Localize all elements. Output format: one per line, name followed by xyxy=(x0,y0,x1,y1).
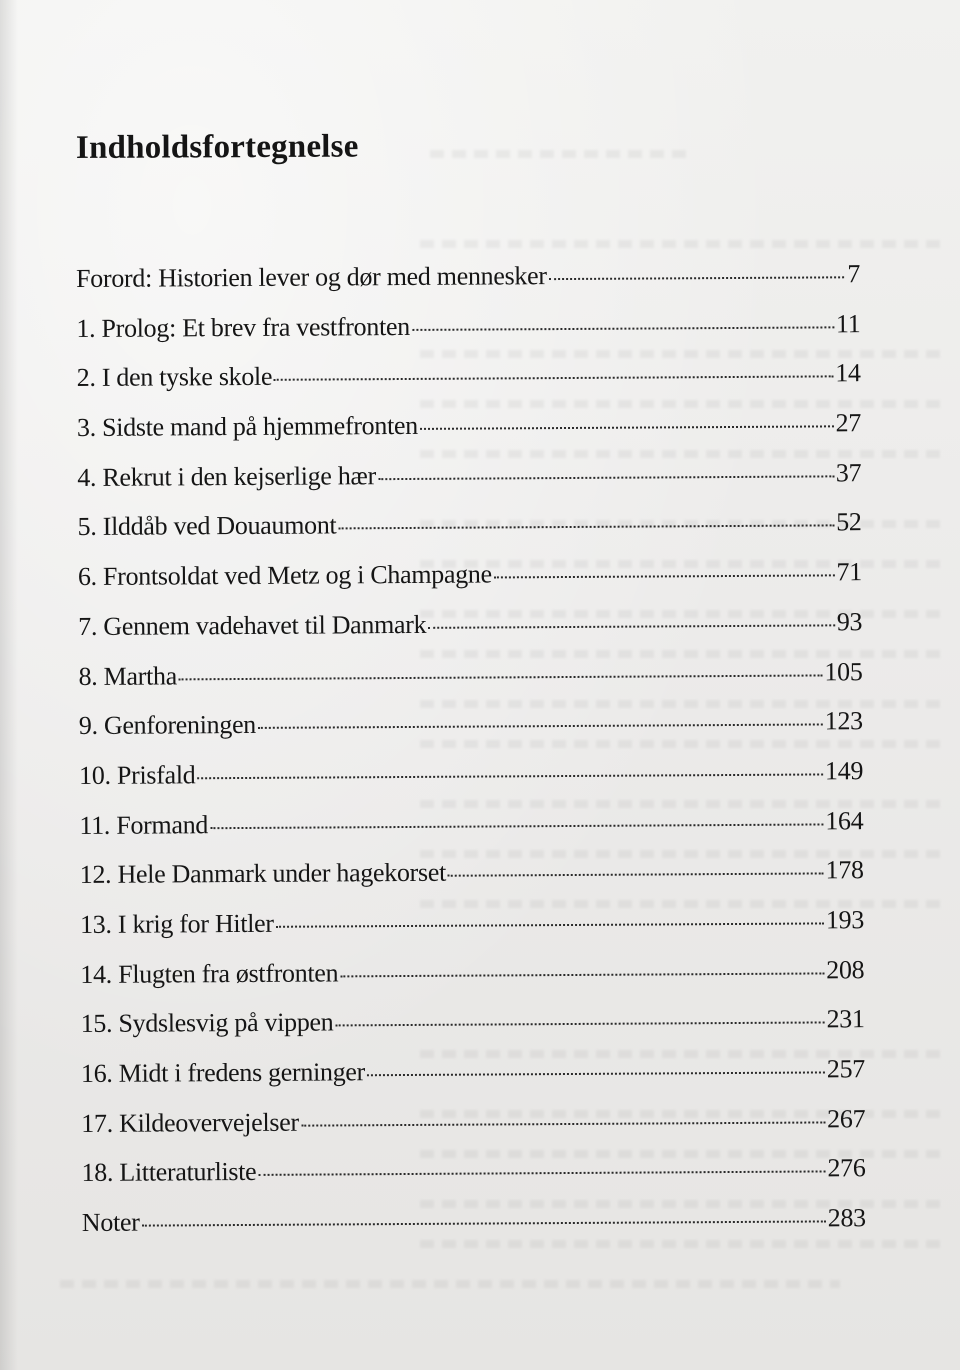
toc-entry-page: 164 xyxy=(825,805,864,835)
dot-leader xyxy=(338,525,834,530)
toc-entry xyxy=(78,607,862,661)
dot-leader xyxy=(258,724,823,729)
toc-entry-title: 1. Prolog: Et brev fra vestfronten xyxy=(76,311,410,343)
toc-entry-page: 93 xyxy=(836,607,863,637)
toc-entry-title: Noter xyxy=(81,1207,140,1238)
toc-entry-page: 193 xyxy=(825,905,865,935)
toc-entry xyxy=(79,706,863,760)
dot-leader xyxy=(448,873,824,877)
dot-leader xyxy=(428,624,835,628)
toc-entry xyxy=(78,557,862,611)
toc-entry-title: 17. Kildeovervejelser xyxy=(81,1107,299,1138)
toc-entry-page: 276 xyxy=(827,1153,866,1183)
dot-leader xyxy=(210,823,823,829)
dot-leader xyxy=(412,326,834,331)
toc-entry-page: 208 xyxy=(826,954,865,985)
toc-entry-title: 15. Sydslesvig på vippen xyxy=(80,1007,334,1039)
dot-leader xyxy=(549,276,844,280)
toc-entry-page: 14 xyxy=(835,358,861,388)
toc-entry-title: 16. Midt i fredens gerninger xyxy=(80,1057,366,1088)
toc-entry-title: 18. Litteraturliste xyxy=(81,1157,257,1188)
dot-leader xyxy=(274,376,833,381)
toc-entry-page: 267 xyxy=(827,1103,866,1134)
toc-entry-page: 7 xyxy=(847,259,861,289)
dot-leader xyxy=(335,1022,824,1027)
toc-entry-title: Forord: Historien lever og dør med mennesker xyxy=(76,261,547,293)
toc-entry-title: 12. Hele Danmark under hagekorset xyxy=(79,858,447,890)
toc-entry-title: 8. Martha xyxy=(78,660,177,691)
dot-leader xyxy=(179,674,823,680)
dot-leader xyxy=(142,1221,826,1227)
toc-entry xyxy=(81,1005,865,1059)
toc-entry-page: 105 xyxy=(824,656,863,686)
dot-leader xyxy=(197,773,823,779)
toc-entry-title: 14. Flugten fra østfronten xyxy=(80,958,339,989)
toc-entry xyxy=(77,408,861,462)
toc-heading: Indholdsfortegnelse xyxy=(75,128,359,166)
toc-entry xyxy=(79,756,863,810)
dot-leader xyxy=(301,1121,825,1126)
toc-entry xyxy=(77,458,861,512)
toc-entry-page: 11 xyxy=(835,308,861,339)
toc-entry xyxy=(80,955,864,1009)
toc-entry-title: 9. Genforeningen xyxy=(78,710,257,741)
toc-entry-page: 283 xyxy=(827,1203,866,1233)
dot-leader xyxy=(367,1071,825,1076)
toc-entry-page: 37 xyxy=(835,457,862,488)
toc-entry xyxy=(77,359,861,413)
toc-entry-page: 149 xyxy=(824,756,864,786)
toc-entry xyxy=(80,855,864,909)
toc-entry xyxy=(76,309,860,363)
dot-leader xyxy=(340,972,824,977)
toc-entry xyxy=(78,657,862,711)
toc-entry-title: 2. I den tyske skole xyxy=(76,362,273,393)
table-of-contents xyxy=(75,128,866,1258)
toc-entry-page: 178 xyxy=(825,855,864,885)
toc-entry xyxy=(79,806,863,860)
toc-entry-title: 4. Rekrut i den kejserlige hær xyxy=(77,460,376,492)
page-edge-shadow xyxy=(0,0,18,1370)
dot-leader xyxy=(258,1171,825,1176)
toc-entry-page: 27 xyxy=(835,408,862,438)
toc-list xyxy=(76,259,866,1258)
toc-entry xyxy=(82,1203,866,1257)
toc-entry-page: 123 xyxy=(824,706,863,736)
toc-entry-title: 11. Formand xyxy=(79,809,209,840)
dot-leader xyxy=(494,574,835,578)
toc-entry-page: 257 xyxy=(826,1054,866,1084)
dot-leader xyxy=(420,425,834,430)
toc-entry-title: 10. Prisfald xyxy=(79,760,196,790)
toc-entry-page: 52 xyxy=(836,507,862,537)
toc-entry xyxy=(78,508,862,562)
toc-entry-title: 5. Ilddåb ved Douaumont xyxy=(77,510,337,542)
toc-entry-page: 71 xyxy=(836,557,862,587)
toc-entry-title: 13. I krig for Hitler xyxy=(79,908,274,939)
dot-leader xyxy=(378,475,834,480)
toc-entry xyxy=(80,905,864,959)
toc-entry xyxy=(81,1154,865,1208)
toc-entry-title: 6. Frontsoldat ved Metz og i Champagne xyxy=(77,559,492,592)
toc-entry xyxy=(81,1054,865,1108)
toc-entry-page: 231 xyxy=(826,1004,865,1034)
toc-entry-title: 3. Sidste mand på hjemmefronten xyxy=(76,410,418,443)
toc-entry xyxy=(76,259,860,313)
dot-leader xyxy=(276,922,824,927)
toc-entry-title: 7. Gennem vadehavet til Danmark xyxy=(78,609,427,641)
toc-entry xyxy=(81,1104,865,1158)
